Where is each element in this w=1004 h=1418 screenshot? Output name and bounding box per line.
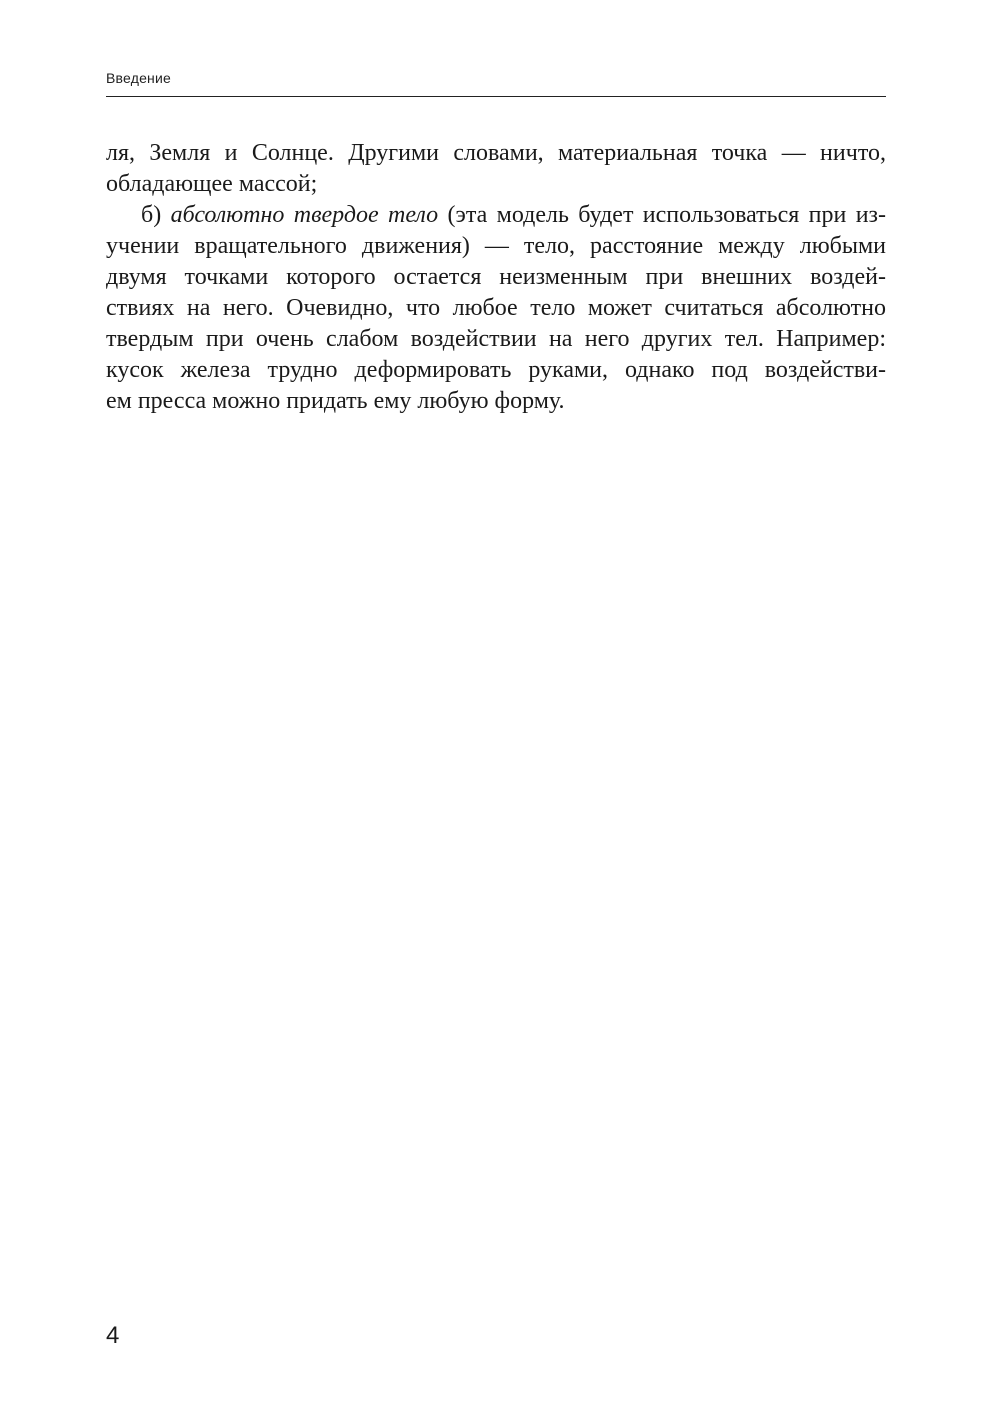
body-text: [106, 138, 886, 417]
header-divider: [106, 96, 886, 97]
item-b-prefix: б): [141, 202, 171, 228]
text-line-item-b: [106, 200, 886, 231]
text-line: ствиях на него. Очевидно, что любое тело может считаться абсолютно: [106, 295, 886, 321]
text-line: обладающее массой;: [106, 171, 318, 197]
defined-term: абсолютно твердое тело: [170, 202, 439, 228]
page-number: 4: [106, 1322, 120, 1349]
text-line: кусок железа трудно деформировать руками, однако под воздействи-: [106, 357, 886, 383]
text-line: учении вращательного движения) — тело, расстояние между любыми: [106, 233, 886, 259]
item-b-rest: (эта модель будет использоваться при из-: [438, 202, 887, 228]
running-head-title: Введение: [106, 70, 171, 86]
text-line: двумя точками которого остается неизменным при внешних воздей-: [106, 264, 886, 290]
text-line: ля, Земля и Солнце. Другими словами, материальная точка — ничто,: [106, 140, 886, 166]
text-line: ем пресса можно придать ему любую форму.: [106, 388, 565, 414]
text-line: твердым при очень слабом воздействии на него других тел. Например:: [106, 326, 886, 352]
